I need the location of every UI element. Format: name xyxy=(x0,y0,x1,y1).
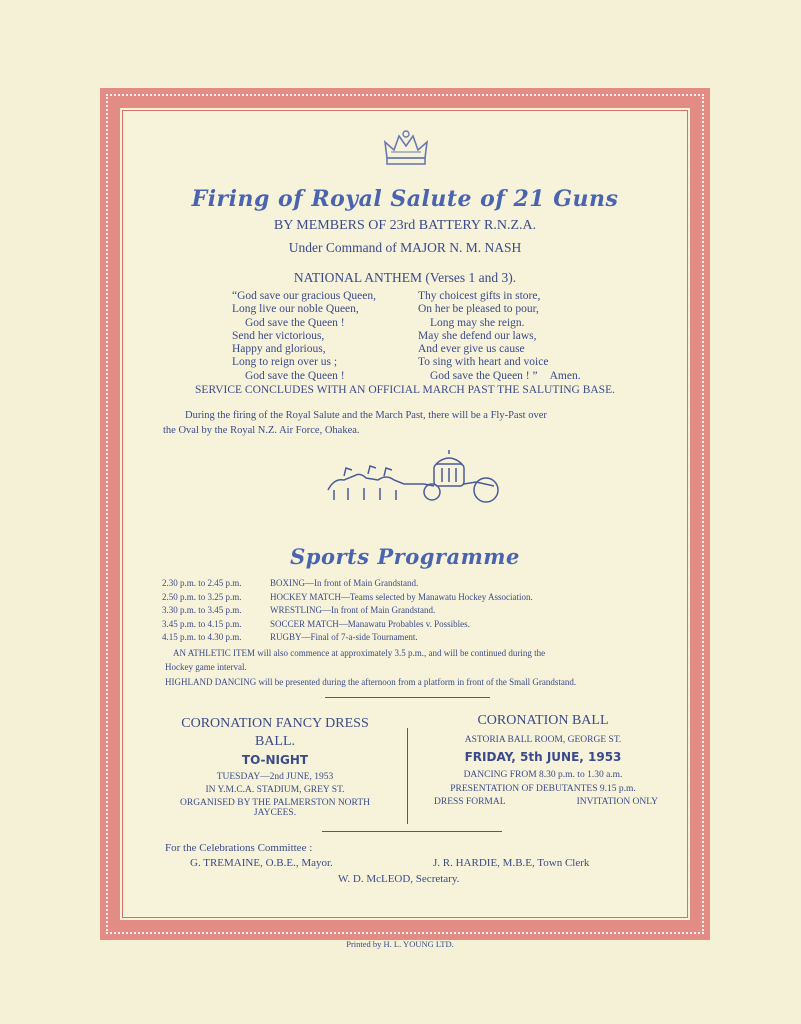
coronation-coach-illustration xyxy=(324,450,504,506)
schedule-time: 2.30 p.m. to 2.45 p.m. xyxy=(162,578,242,588)
verse-line: God save the Queen ! xyxy=(245,369,345,382)
fancy-dress-title: BALL. xyxy=(254,734,296,749)
schedule-time: 3.45 p.m. to 4.15 p.m. xyxy=(162,618,242,629)
amen: Amen. xyxy=(549,369,581,382)
ball-dancing: DANCING FROM 8.30 p.m. to 1.30 a.m. xyxy=(463,770,623,780)
verse-line: Send her victorious, xyxy=(232,329,325,342)
sports-title: Sports Programme xyxy=(290,544,520,569)
sports-schedule xyxy=(162,577,662,645)
ball-dress-row xyxy=(418,797,668,807)
divider xyxy=(322,831,502,832)
committee-mayor: G. TREMAINE, O.B.E., Mayor. xyxy=(190,857,333,869)
schedule-time: 4.15 p.m. to 4.30 p.m. xyxy=(162,632,242,643)
coronation-ball-section xyxy=(418,713,668,807)
schedule-event: WRESTLING—In front of Main Grandstand. xyxy=(270,605,436,616)
schedule-row xyxy=(162,577,662,591)
divider xyxy=(325,697,490,698)
highland-note: HIGHLAND DANCING will be presented during the afternoon from a platform in front of the Small Grandstand. xyxy=(165,677,577,687)
athletic-line: Hockey game interval. xyxy=(165,662,247,672)
fancy-dress-title: CORONATION FANCY DRESS xyxy=(181,716,369,731)
printer-credit: Printed by H. L. YOUNG LTD. xyxy=(346,939,454,949)
verse-line: May she defend our laws, xyxy=(418,329,537,342)
salute-title: Firing of Royal Salute of 21 Guns xyxy=(191,186,619,212)
schedule-event: BOXING—In front of Main Grandstand. xyxy=(270,578,419,588)
ball-debutantes: PRESENTATION OF DEBUTANTES 9.15 p.m. xyxy=(450,784,636,794)
ball-venue: ASTORIA BALL ROOM, GEORGE ST. xyxy=(464,735,622,745)
flypast-line: the Oval by the Royal N.Z. Air Force, Ohakea. xyxy=(163,425,360,436)
schedule-row xyxy=(162,618,662,632)
ball-invitation: INVITATION ONLY xyxy=(576,797,658,807)
verse-line: Long may she reign. xyxy=(430,316,525,329)
committee-secretary: W. D. McLEOD, Secretary. xyxy=(338,873,460,885)
verse-line: Thy choicest gifts in store, xyxy=(418,290,541,302)
service-note: SERVICE CONCLUDES WITH AN OFFICIAL MARCH PAST THE SALUTING BASE. xyxy=(195,384,615,396)
ball-date: FRIDAY, 5th JUNE, 1953 xyxy=(464,750,622,764)
verse-right xyxy=(418,290,668,383)
verse-line: Long live our noble Queen, xyxy=(232,303,359,316)
committee-clerk: J. R. HARDIE, M.B.E, Town Clerk xyxy=(433,857,590,869)
athletic-note xyxy=(165,646,665,674)
verse-left xyxy=(232,290,412,383)
verse-line: On her be pleased to pour, xyxy=(418,303,539,316)
command-line: Under Command of MAJOR N. M. NASH xyxy=(288,240,522,255)
column-divider xyxy=(407,728,408,824)
verse-line-text: God save the Queen ! ” xyxy=(430,369,538,382)
schedule-event: RUGBY—Final of 7-a-side Tournament. xyxy=(270,632,418,643)
ball-dress: DRESS FORMAL xyxy=(434,797,506,807)
fancy-dress-organiser: JAYCEES. xyxy=(253,808,297,818)
verse-line: To sing with heart and voice xyxy=(418,356,549,369)
anthem-heading: NATIONAL ANTHEM (Verses 1 and 3). xyxy=(293,270,517,285)
verse-line: And ever give us cause xyxy=(418,343,525,356)
fancy-dress-when: TO-NIGHT xyxy=(241,753,309,767)
verse-line: Long to reign over us ; xyxy=(232,356,338,369)
fancy-dress-section xyxy=(150,716,400,818)
crown-icon xyxy=(381,128,431,170)
schedule-event: SOCCER MATCH—Manawatu Probables v. Possibles. xyxy=(270,618,470,629)
schedule-time: 3.30 p.m. to 3.45 p.m. xyxy=(162,605,242,616)
committee-heading: For the Celebrations Committee : xyxy=(165,842,313,854)
verse-line: Happy and glorious, xyxy=(232,343,326,356)
schedule-event: HOCKEY MATCH—Teams selected by Manawatu Hockey Association. xyxy=(270,591,533,602)
verse-line: God save the Queen ! xyxy=(245,316,345,329)
athletic-line: AN ATHLETIC ITEM will also commence at approximately 3.5 p.m., and will be continued during the xyxy=(173,648,546,658)
verse-line xyxy=(418,370,668,383)
fancy-dress-date: TUESDAY—2nd JUNE, 1953 xyxy=(216,772,334,782)
verse-line: “God save our gracious Queen, xyxy=(232,290,377,302)
ball-title: CORONATION BALL xyxy=(477,713,609,728)
schedule-time: 2.50 p.m. to 3.25 p.m. xyxy=(162,591,242,602)
flypast-note xyxy=(163,408,663,438)
schedule-row xyxy=(162,631,662,645)
fancy-dress-organiser: ORGANISED BY THE PALMERSTON NORTH xyxy=(180,798,370,808)
fancy-dress-venue: IN Y.M.C.A. STADIUM, GREY ST. xyxy=(205,785,345,795)
battery-line: BY MEMBERS OF 23rd BATTERY R.N.Z.A. xyxy=(273,218,537,233)
schedule-row xyxy=(162,604,662,618)
flypast-line: During the firing of the Royal Salute and the March Past, there will be a Fly-Past over xyxy=(185,410,547,421)
schedule-row xyxy=(162,591,662,605)
